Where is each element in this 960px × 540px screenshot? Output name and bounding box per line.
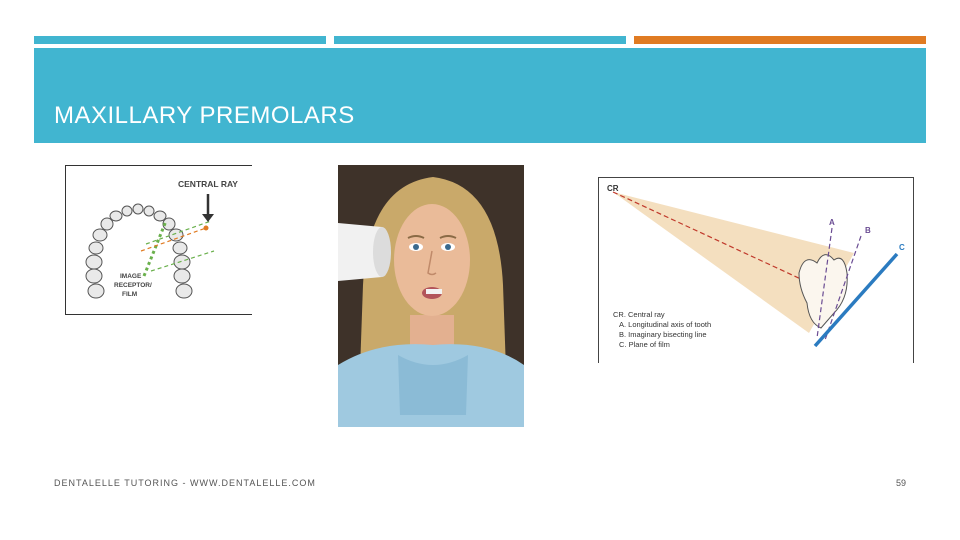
- accent-bar-2: [334, 36, 626, 44]
- bisecting-diagram-svg: [599, 178, 914, 363]
- bisecting-angle-diagram: [598, 177, 914, 363]
- footer-text: DENTALELLE TUTORING - WWW.DENTALELLE.COM: [54, 478, 316, 488]
- patient-photo-svg: [338, 165, 524, 427]
- legend-cr: CR. Central ray: [613, 310, 665, 319]
- receptor-line: [144, 221, 166, 276]
- legend-b: B. Imaginary bisecting line: [619, 330, 707, 339]
- cr-label: CR: [607, 184, 619, 193]
- accent-bar-1: [34, 36, 326, 44]
- title-band: [34, 48, 926, 143]
- c-label: C: [899, 243, 905, 252]
- a-label: A: [829, 218, 835, 227]
- receptor-label-1: IMAGE: [120, 273, 142, 280]
- receptor-label-2: RECEPTOR/: [114, 282, 152, 289]
- legend-c: C. Plane of film: [619, 340, 670, 349]
- b-label: B: [865, 226, 871, 235]
- page-number: 59: [896, 478, 907, 488]
- central-ray-label: CENTRAL RAY: [178, 179, 238, 189]
- patient-photo: [338, 165, 524, 427]
- slide-title: MAXILLARY PREMOLARS: [54, 102, 355, 129]
- arch-diagram-svg: [66, 166, 252, 315]
- arch-diagram-image: [65, 165, 252, 315]
- legend-a: A. Longitudinal axis of tooth: [619, 320, 712, 329]
- accent-bar-3: [634, 36, 926, 44]
- receptor-label-3: FILM: [122, 291, 138, 298]
